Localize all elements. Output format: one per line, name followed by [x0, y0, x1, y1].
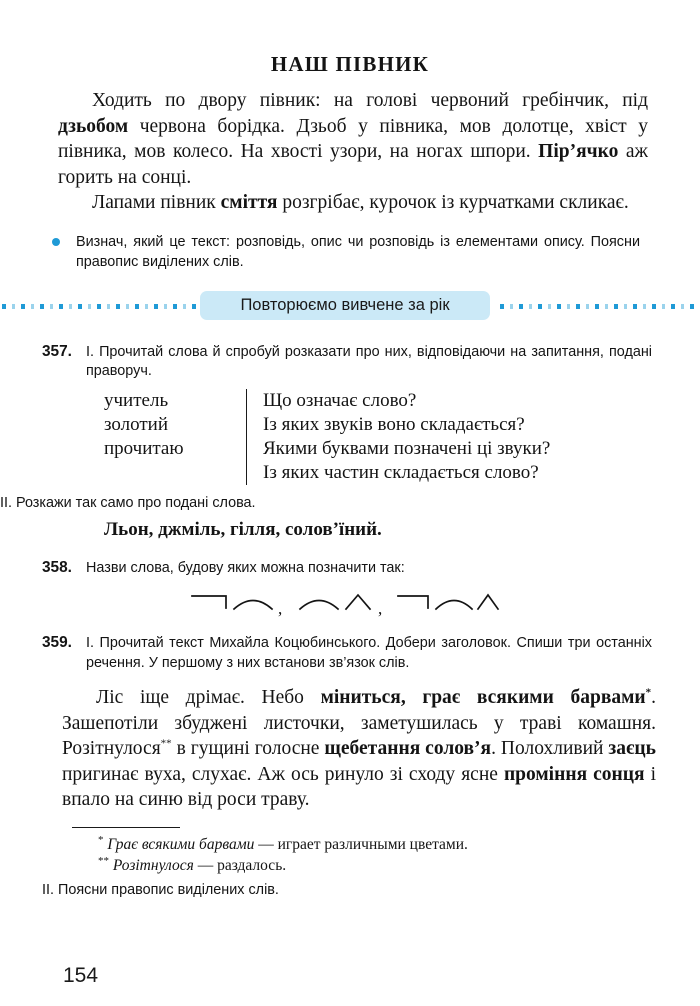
exercise-357-part-two: II. Розкажи так само про подані слова.: [0, 494, 256, 511]
list-item: Що означає слово?: [263, 389, 417, 411]
text-run: і впало на синю від роси траву.: [62, 763, 656, 810]
scheme-separators: [278, 599, 382, 618]
emphasised-word: проміння сонця: [503, 763, 645, 785]
list-item: прочитаю: [104, 437, 184, 459]
suffix-symbol: [478, 595, 498, 609]
passage-paragraph: [62, 685, 656, 813]
footnote-dash: —: [254, 835, 278, 853]
table-divider: [246, 389, 247, 485]
text-run: Ліс іще дрімає. Небо: [96, 687, 321, 708]
emphasised-word: щебетання солов’я: [324, 738, 492, 759]
text-run: в гущині голосне: [171, 738, 325, 759]
exercise-359-part-two: II. Поясни правопис виділених слів.: [42, 881, 279, 898]
bullet-task-text: Визнач, який це текст: розповідь, опис чи розповідь із елементами опису. Поясни правопис виділених слів.: [76, 233, 640, 270]
emphasised-word: дзьобом: [58, 115, 129, 137]
story-paragraph-2: [58, 190, 648, 216]
emphasised-word: заєць: [608, 738, 656, 759]
text-run: пригинає вуха, слухає. Аж ось ринуло зі сходу ясне: [62, 763, 504, 785]
exercise-359-number: 359.: [42, 634, 72, 651]
prefix-symbol: [398, 596, 428, 608]
list-item: Із яких звуків воно складається?: [263, 413, 525, 435]
emphasised-word: Пір’ячко: [538, 141, 619, 162]
list-item: Якими буквами позначені ці звуки?: [263, 437, 551, 459]
exercise-357: [0, 342, 652, 541]
emphasised-word: *: [645, 686, 652, 699]
exercise-359-instruction: I. Прочитай текст Михайла Коцюбинського. Добери заголовок. Спиши три останніх речення. У першому з них встанови зв’язок слів.: [86, 635, 652, 671]
separator-comma: ,: [278, 599, 283, 618]
separator-comma: ,: [378, 599, 383, 618]
section-banner-label: Повторюємо вивчене за рік: [240, 295, 450, 314]
footnote-marker: *: [98, 833, 104, 846]
page-number: 154: [63, 964, 99, 987]
exercise-359-passage: [62, 685, 656, 813]
page-title: НАШ ПІВНИК: [270, 52, 430, 76]
list-item: учитель: [104, 389, 169, 411]
morpheme-svg: [190, 586, 500, 620]
banner-dots-left: [2, 304, 198, 309]
morpheme-scheme-diagram: [42, 586, 652, 620]
section-banner-row: [0, 291, 700, 321]
exercise-357-number: 357.: [42, 342, 72, 360]
exercise-358: [42, 559, 652, 621]
emphasised-word: міниться, грає всякими барвами: [320, 687, 646, 708]
suffix-symbol: [346, 595, 370, 609]
text-run: розгрібає, курочок із курчатками скликає.: [277, 192, 629, 213]
prefix-symbol: [192, 596, 226, 608]
exercise-359: [42, 634, 652, 673]
bullet-dot-icon: [52, 238, 60, 246]
exercise-357-table: [104, 389, 652, 485]
footnote-2: [98, 855, 700, 876]
banner-dots-right: [500, 304, 698, 309]
root-symbol: [234, 601, 272, 610]
list-item: Із яких частин складається слово?: [263, 461, 539, 483]
exercise-357-instruction: I. Прочитай слова й спробуй розказати про них, відповідаючи на запитання, подані праворуч.: [86, 343, 652, 379]
root-symbol: [300, 601, 338, 610]
footnote-term: Грає всякими барвами: [107, 835, 255, 853]
root-symbol: [436, 601, 472, 610]
exercise-357-questions: [263, 389, 652, 485]
story-bullet-task: [76, 232, 640, 272]
footnote-gloss: раздалось.: [217, 856, 287, 874]
footnote-1: [98, 834, 700, 855]
exercise-358-number: 358.: [42, 558, 72, 576]
section-banner: [200, 291, 490, 320]
text-run: Лапами півник: [92, 192, 221, 213]
footnote-gloss: играет различными цветами.: [277, 835, 468, 853]
text-run: червона борідка. Дзьоб у півника, мов долотце, хвіст у півника, мов колесо. На хвості узори, на ногах шпори.: [58, 115, 648, 162]
footnote-marker: **: [98, 854, 109, 867]
text-run: Ходить по двору півник: на голові червоний гребінчик, під: [92, 90, 648, 111]
exercise-358-instruction: Назви слова, будову яких можна позначити так:: [86, 559, 405, 576]
text-run: . Зашепотіли збуджені листочки, заметушилась у траві комашня. Розітнулося: [62, 687, 656, 759]
story-paragraph-1: [58, 88, 648, 190]
exercise-357-words: [104, 389, 246, 485]
emphasised-word: сміття: [220, 192, 278, 213]
exercise-357-part-two-words: Льон, джміль, гілля, солов’їний.: [104, 518, 382, 540]
text-run: . Полохливий: [491, 738, 609, 759]
footnote-term: Розітнулося: [112, 856, 194, 874]
story-body: [58, 88, 648, 216]
footnote-rule: [72, 827, 180, 828]
footnote-dash: —: [193, 856, 218, 874]
text-run: аж горить на сонці.: [58, 141, 648, 188]
text-run: **: [160, 737, 172, 750]
list-item: золотий: [104, 413, 169, 435]
